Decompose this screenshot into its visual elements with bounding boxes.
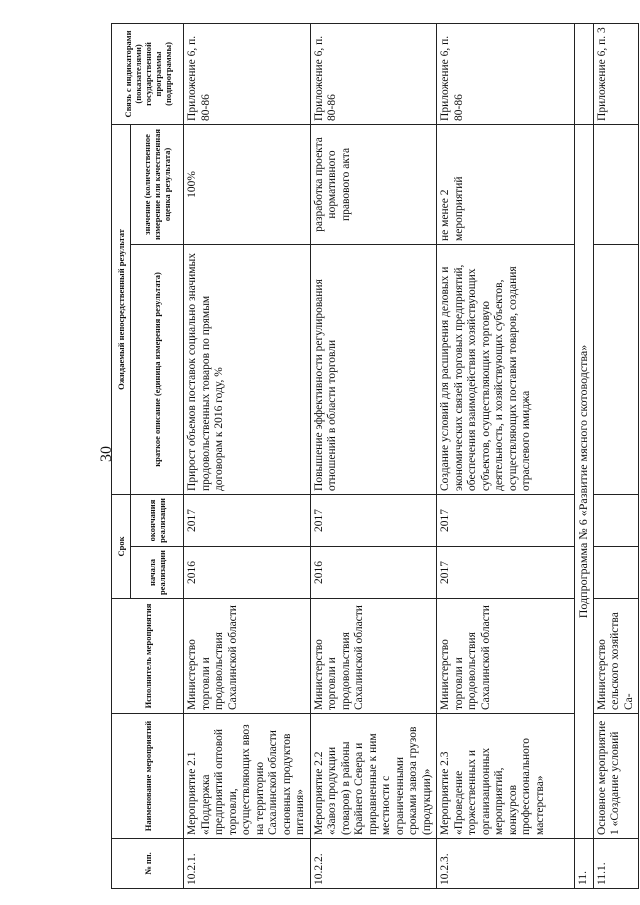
row-name: Мероприятие 2.2 «Завоз продукции (товаров) в районы Крайнего Севера и приравненные к ним местности с ограниченными сроками завоза грузов (продукции)» <box>310 714 437 839</box>
subprogram-title: Подпрограмма № 6 «Развитие мясного скотоводства» <box>575 124 594 838</box>
empty-cell <box>593 244 639 494</box>
row-start: 2016 <box>310 547 437 599</box>
table-row <box>593 23 639 888</box>
header-num: № пп. <box>112 839 184 889</box>
row-link: Приложение 6, п. 80-86 <box>184 23 311 124</box>
rotated-table-area <box>111 24 635 889</box>
row-value: разработка проекта нормативного правового акта <box>310 124 437 244</box>
header-expected: Ожидаемый непосредственный результат <box>112 124 131 494</box>
row-num: 10.2.2. <box>310 839 437 889</box>
row-num: 10.2.1. <box>184 839 311 889</box>
row-end: 2017 <box>437 494 575 546</box>
row-num: 11.1. <box>593 839 639 889</box>
empty-cell <box>593 494 639 546</box>
row-exec: Министерство торговли и продовольствия Сахалинской области <box>184 599 311 714</box>
header-exec: Исполнитель мероприятия <box>112 599 184 714</box>
table-row <box>310 23 437 888</box>
header-value: значение (количественное измерение или качественная оценка результата) <box>131 124 184 244</box>
header-start: начала реализации <box>131 547 184 599</box>
empty-cell <box>593 547 639 599</box>
header-link: Связь с индикаторами (показателями) государственной программы (подпрограммы) <box>112 23 184 124</box>
row-link: Приложение 6, п. 80-86 <box>437 23 575 124</box>
row-start: 2017 <box>437 547 575 599</box>
subprogram-row <box>575 23 594 888</box>
row-start: 2016 <box>184 547 311 599</box>
header-term: Срок <box>112 494 131 598</box>
row-desc: Повышение эффективности регулирования отношений в области торговли <box>310 244 437 494</box>
subprogram-num: 11. <box>575 839 594 889</box>
row-exec: Министерство торговли и продовольствия Сахалинской области <box>437 599 575 714</box>
row-num: 10.2.3. <box>437 839 575 889</box>
row-desc: Прирост объемов поставок социально значимых продовольственных товаров по прямым договорам к 2016 году, % <box>184 244 311 494</box>
row-link: Приложение 6, п. 3 <box>593 23 639 124</box>
row-end: 2017 <box>184 494 311 546</box>
row-value: 100% <box>184 124 311 244</box>
row-desc: Создание условий для расширения деловых и экономических связей торговых предприятий, обеспечения взаимодействия хозяйствующих субъектов, осуществляющих торговую деятельность, и хозяйствующих субъектов, осуществляющих поставки товаров, создания отраслевого имиджа <box>437 244 575 494</box>
row-end: 2017 <box>310 494 437 546</box>
empty-cell <box>593 124 639 244</box>
row-value: не менее 2 мероприятий <box>437 124 575 244</box>
header-end: окончания реализации <box>131 494 184 546</box>
page-number: 30 <box>98 446 115 462</box>
table-row <box>184 23 311 888</box>
header-row <box>112 23 131 888</box>
empty-cell <box>575 23 594 124</box>
row-name: Мероприятие 2.1 «Поддержка предприятий оптовой торговли, осуществляющих ввоз на территорию Сахалинской области основных продуктов питания» <box>184 714 311 839</box>
header-desc: краткое описание (единица измерения результата) <box>131 244 184 494</box>
row-name: Мероприятие 2.3 «Проведение торжественных и организационных мероприятий, конкурсов профессионального мастерства» <box>437 714 575 839</box>
row-exec: Министерство торговли и продовольствия Сахалинской области <box>310 599 437 714</box>
table-row <box>437 23 575 888</box>
row-name: Основное мероприятие 1 «Создание условий <box>593 714 639 839</box>
header-name: Наименование мероприятий <box>112 714 184 839</box>
activities-table <box>111 23 639 889</box>
row-exec: Министерство сельского хозяйства Са- <box>593 599 639 714</box>
row-link: Приложение 6, п. 80-86 <box>310 23 437 124</box>
